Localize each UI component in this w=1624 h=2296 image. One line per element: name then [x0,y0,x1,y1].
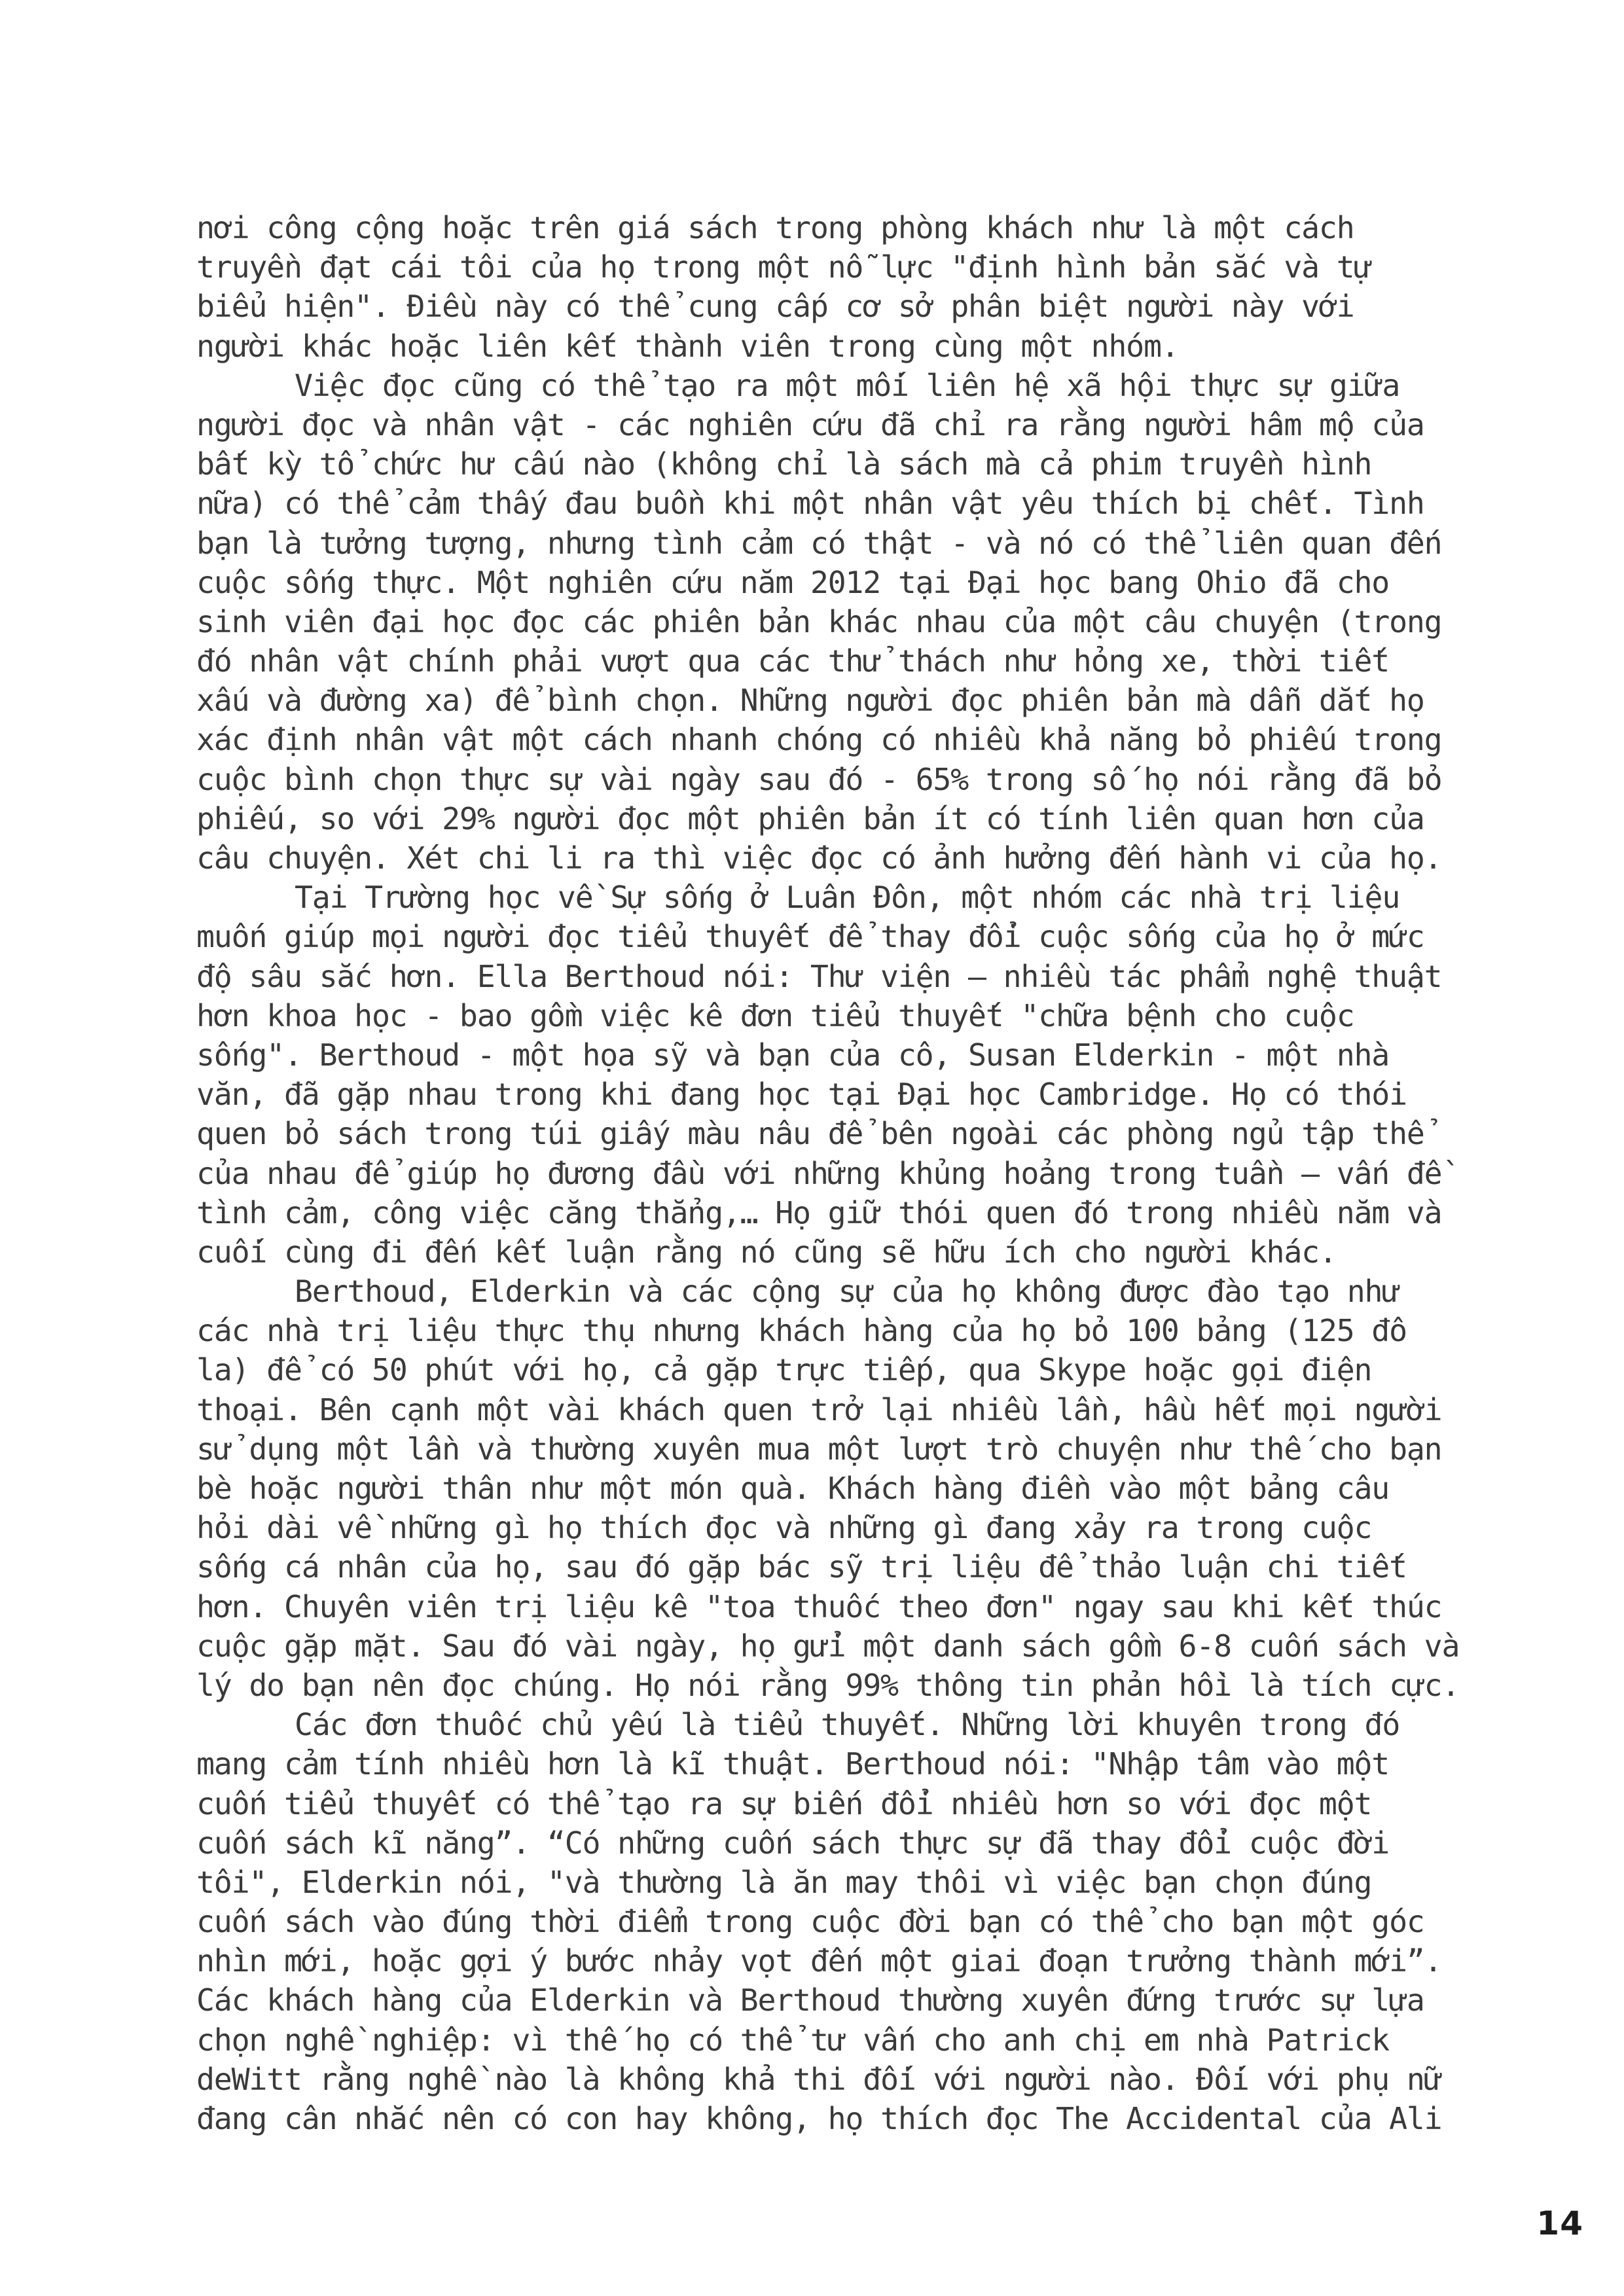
text-line: sinh viên đại học đọc các phiên bản khác nhau của một câu chuyện (trong [196,603,1442,639]
text-line: lý do bạn nên đọc chúng. Họ nói rằng 99% thông tin phản hồi là tích cực. [196,1667,1460,1703]
text-line: người đọc và nhân vật - các nghiên cứu đã chỉ ra rằng người hâm mộ của [196,406,1424,442]
text-line: đang cân nhắc nên có con hay không, họ thích đọc The Accidental của Ali [196,2101,1442,2136]
text-line: đó nhân vật chính phải vượt qua các thử thách như hỏng xe, thời tiết [196,643,1390,679]
text-line: các nhà trị liệu thực thụ nhưng khách hàng của họ bỏ 100 bảng (125 đô [196,1313,1407,1349]
text-line: mang cảm tính nhiều hơn là kĩ thuật. Berthoud nói: "Nhập tâm vào một [196,1746,1390,1782]
text-line: cuốn tiểu thuyết có thể tạo ra sự biến đổi nhiều hơn so với đọc một [196,1785,1372,1821]
text-line: cuộc gặp mặt. Sau đó vài ngày, họ gửi một danh sách gồm 6-8 cuốn sách và [196,1628,1460,1664]
text-line: bè hoặc người thân như một món quà. Khách hàng điền vào một bảng câu [196,1471,1390,1506]
text-line: người khác hoặc liên kết thành viên trong cùng một nhóm. [196,328,1179,364]
text-line: hơn khoa học - bao gồm việc kê đơn tiểu thuyết "chữa bệnh cho cuộc [196,997,1354,1033]
text-line: quen bỏ sách trong túi giấy màu nâu để bên ngoài các phòng ngủ tập thể [196,1116,1424,1152]
text-line: cuốn sách vào đúng thời điểm trong cuộc đời bạn có thể cho bạn một góc [196,1904,1424,1940]
text-line: tình cảm, công việc căng thẳng,… Họ giữ thói quen đó trong nhiều năm và [196,1194,1442,1230]
text-line: muốn giúp mọi người đọc tiểu thuyết để thay đổi cuộc sống của họ ở mức [196,919,1424,955]
body-text [196,208,1460,2138]
text-line: xấu và đường xa) để bình chọn. Những người đọc phiên bản mà dẫn dắt họ [196,683,1424,719]
text-line: deWitt rằng nghề nào là không khả thi đối với người nào. Đối với phụ nữ [196,2061,1442,2097]
text-line: bạn là tưởng tượng, nhưng tình cảm có thật - và nó có thể liên quan đến [196,525,1442,561]
text-line: câu chuyện. Xét chi li ra thì việc đọc có ảnh hưởng đến hành vi của họ. [196,840,1442,876]
text-line: văn, đã gặp nhau trong khi đang học tại Đại học Cambridge. Họ có thói [196,1077,1407,1113]
text-line: phiếu, so với 29% người đọc một phiên bản ít có tính liên quan hơn của [196,800,1424,836]
text-line: cuộc sống thực. Một nghiên cứu năm 2012 tại Đại học bang Ohio đã cho [196,564,1390,600]
text-line: nhìn mới, hoặc gợi ý bước nhảy vọt đến một giai đoạn trưởng thành mới”. [196,1943,1442,1979]
text-line: Việc đọc cũng có thể tạo ra một mối liên hệ xã hội thực sự giữa [295,367,1400,403]
text-line: thoại. Bên cạnh một vài khách quen trở lại nhiều lần, hầu hết mọi người [196,1391,1442,1427]
text-line: chọn nghề nghiệp: vì thế họ có thể tư vấn cho anh chị em nhà Patrick [196,2022,1390,2058]
text-line: la) để có 50 phút với họ, cả gặp trực tiếp, qua Skype hoặc gọi điện [196,1352,1372,1388]
text-line: truyền đạt cái tôi của họ trong một nỗ lực "định hình bản sắc và tự [196,249,1372,285]
text-line: cuốn sách kĩ năng”. “Có những cuốn sách thực sự đã thay đổi cuộc đời [196,1825,1390,1861]
text-line: cuộc bình chọn thực sự vài ngày sau đó - 65% trong số họ nói rằng đã bỏ [196,761,1442,797]
text-line: xác định nhân vật một cách nhanh chóng có nhiều khả năng bỏ phiếu trong [196,722,1442,758]
text-line: cuối cùng đi đến kết luận rằng nó cũng sẽ hữu ích cho người khác. [196,1234,1337,1270]
text-line: sống cá nhân của họ, sau đó gặp bác sỹ trị liệu để thảo luận chi tiết [196,1549,1407,1585]
text-line: độ sâu sắc hơn. Ella Berthoud nói: Thư viện – nhiều tác phẩm nghệ thuật [196,958,1442,994]
text-line: Các khách hàng của Elderkin và Berthoud thường xuyên đứng trước sự lựa [196,1982,1424,2018]
text-line: Tại Trường học về Sự sống ở Luân Đôn, một nhóm các nhà trị liệu [295,880,1400,916]
text-line: sử dụng một lần và thường xuyên mua một lượt trò chuyện như thế cho bạn [196,1431,1442,1467]
text-line: Các đơn thuốc chủ yếu là tiểu thuyết. Những lời khuyên trong đó [295,1707,1400,1743]
text-line: nơi công cộng hoặc trên giá sách trong phòng khách như là một cách [196,210,1354,245]
text-line: hỏi dài về những gì họ thích đọc và những gì đang xảy ra trong cuộc [196,1510,1372,1546]
text-line: biểu hiện". Điều này có thể cung cấp cơ sở phân biệt người này với [196,289,1354,325]
text-line: bất kỳ tổ chức hư cấu nào (không chỉ là sách mà cả phim truyền hình [196,446,1372,482]
text-line: nữa) có thể cảm thấy đau buồn khi một nhân vật yêu thích bị chết. Tình [196,486,1424,522]
text-line: sống". Berthoud - một họa sỹ và bạn của cô, Susan Elderkin - một nhà [196,1037,1390,1073]
text-line: của nhau để giúp họ đương đầu với những khủng hoảng trong tuần – vấn đề [196,1155,1442,1191]
text-line: hơn. Chuyên viên trị liệu kê "toa thuốc theo đơn" ngay sau khi kết thúc [196,1588,1442,1624]
text-line: Berthoud, Elderkin và các cộng sự của họ không được đào tạo như [295,1274,1400,1310]
page-number: 14 [1536,2204,1583,2242]
text-line: tôi", Elderkin nói, "và thường là ăn may thôi vì việc bạn chọn đúng [196,1864,1372,1900]
